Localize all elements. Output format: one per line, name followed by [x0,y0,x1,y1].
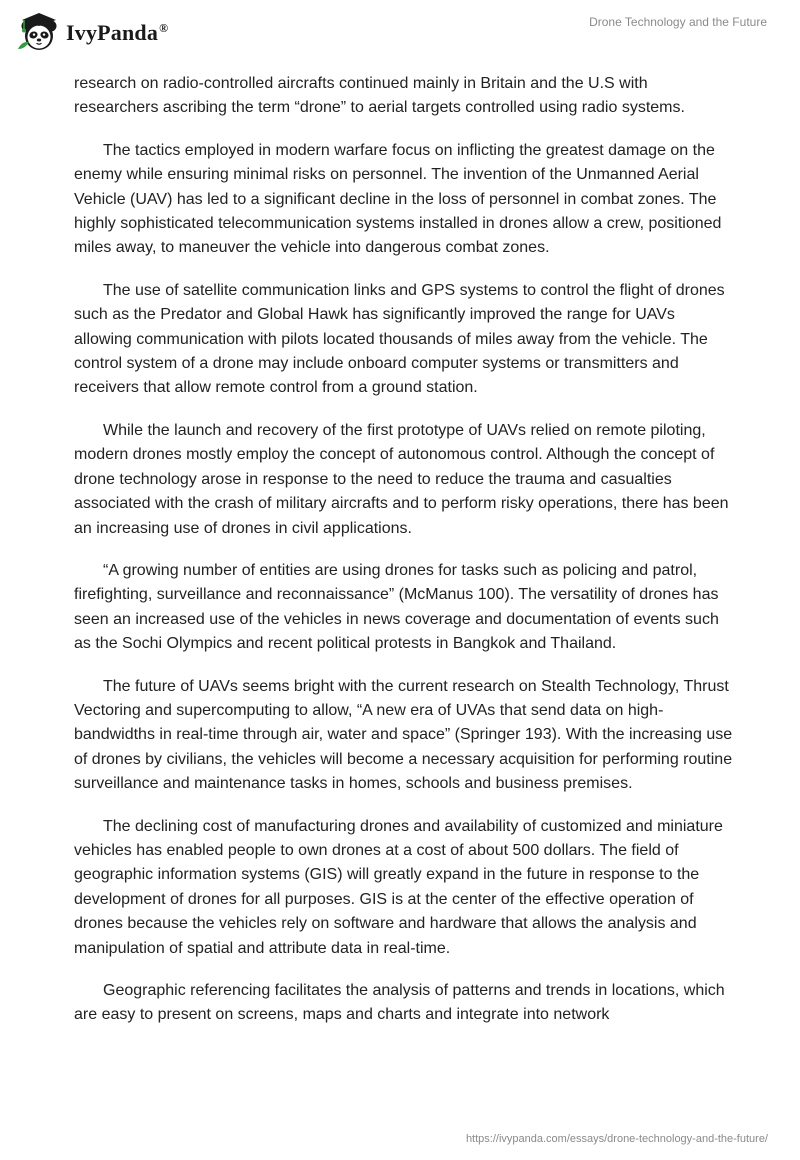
paragraph: Geographic referencing facilitates the analysis of patterns and trends in locations, which are easy to present on screens, maps and charts and integrate into network [74,982,725,1024]
document-title: Drone Technology and the Future [589,15,767,29]
brand-text: IvyPanda [66,20,159,45]
paragraph: The tactics employed in modern warfare focus on inflicting the greatest damage on the enemy while ensuring minimal risks on personnel. The invention of the Unmanned Aerial Vehicle (UAV) has led to a significant decline in the loss of personnel in combat zones. The highly sophisticated telecommunication systems installed in drones allow a crew, positioned miles away, to maneuver the vehicle into dangerous combat zones. [74,141,722,257]
page-header [0,0,800,64]
brand-name [66,20,168,46]
essay-body [74,72,734,1046]
paragraph: The declining cost of manufacturing drones and availability of customized and miniature vehicles has enabled people to own drones at a cost of about 500 dollars. The field of geographic information systems (GIS) will greatly expand in the future in response to the development of drones for all purposes. GIS is at the center of the effective operation of drones because the vehicles rely on software and hardware that allows the analysis and manipulation of spatial and attribute data in real-time. [74,817,723,957]
panda-graduate-logo-icon [16,9,62,55]
brand-logo[interactable] [16,9,168,55]
paragraph: The use of satellite communication links and GPS systems to control the flight of drones such as the Predator and Global Hawk has significantly improved the range for UAVs allowing communication with pilots located thousands of miles away from the vehicle. The control system of a drone may include onboard computer systems or transmitters and receivers that allow remote control from a ground station. [74,281,725,397]
paragraph: The future of UAVs seems bright with the current research on Stealth Technology, Thrust Vectoring and supercomputing to allow, “A new era of UVAs that send data on high-bandwidths in real-time through air, water and space” (Springer 193). With the increasing use of drones by civilians, the vehicles will become a necessary acquisition for performing routine surveillance and maintenance tasks in homes, schools and business premises. [74,677,733,793]
paragraph: “A growing number of entities are using drones for tasks such as policing and patrol, firefighting, surveillance and reconnaissance” (McManus 100). The versatility of drones has seen an increased use of the vehicles in news coverage and documentation of events such as the Sochi Olympics and recent political protests in Bangkok and Thailand. [74,561,719,653]
paragraph: research on radio-controlled aircrafts continued mainly in Britain and the U.S with researchers ascribing the term “drone” to aerial targets controlled using radio systems. [74,75,685,117]
source-url[interactable]: https://ivypanda.com/essays/drone-technology-and-the-future/ [465,1133,768,1145]
paragraph: While the launch and recovery of the first prototype of UAVs relied on remote piloting, modern drones mostly employ the concept of autonomous control. Although the concept of drone technology arose in response to the need to reduce the trauma and casualties associated with the crash of military aircrafts and to perform risky operations, there has been an increasing use of drones in civil applications. [74,421,729,537]
registered-mark: ® [159,20,169,35]
